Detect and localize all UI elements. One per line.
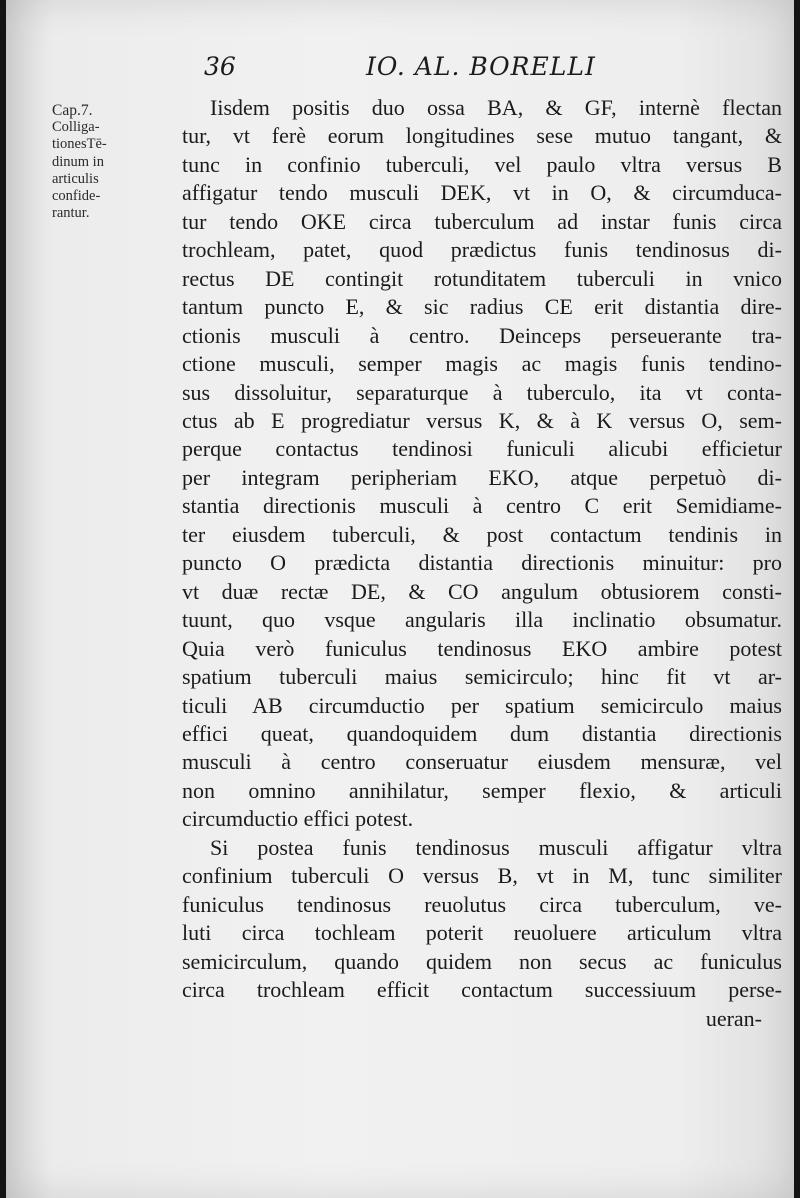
- text-line: ctione musculi, semper magis ac magis funis tendino-: [182, 351, 782, 377]
- text-line: trochleam, patet, quod prædictus funis tendinosus di-: [182, 237, 782, 263]
- text-line: tur, vt ferè eorum longitudines sese mutuo tangant, &: [182, 123, 782, 149]
- text-line: ter eiusdem tuberculi, & post contactum tendinis in: [182, 521, 782, 547]
- text-line: rectus DE contingit rotunditatem tuberculi in vnico: [182, 265, 782, 291]
- margin-note-line: dinum in: [52, 153, 104, 170]
- text-line: tuunt, quo vsque angularis illa inclinatio obsumatur.: [182, 607, 782, 633]
- text-line: ctionis musculi à centro. Deinceps perseuerante tra-: [182, 322, 782, 348]
- text-line: luti circa tochleam poterit reuoluere articulum vltra: [182, 920, 782, 946]
- catchword: ueran-: [705, 1005, 762, 1031]
- text-line: tantum puncto E, & sic radius CE erit distantia dire-: [182, 294, 782, 320]
- text-line: tunc in confinio tuberculi, vel paulo vltra versus B: [182, 151, 782, 177]
- text-line: semicirculum, quando quidem non secus ac funiculus: [182, 948, 782, 974]
- text-line: affigatur tendo musculi DEK, vt in O, & circumduca-: [182, 180, 782, 206]
- text-line: perque contactus tendinosi funiculi alicubi efficietur: [182, 436, 782, 462]
- book-page: [6, 0, 794, 1198]
- text-line: puncto O prædicta distantia directionis minuitur: pro: [182, 550, 782, 576]
- text-line: Si postea funis tendinosus musculi affigatur vltra: [210, 834, 782, 860]
- text-line: effici queat, quandoquidem dum distantia directionis: [182, 720, 782, 746]
- text-line: spatium tuberculi maius semicirculo; hinc fit vt ar-: [182, 664, 782, 690]
- body-text: [182, 94, 782, 1033]
- margin-note: [52, 102, 162, 222]
- text-line: non omnino annihilatur, semper flexio, & articuli: [182, 777, 782, 803]
- margin-note-line: confide-: [52, 188, 101, 205]
- text-line: per integram peripheriam EKO, atque perpetuò di-: [182, 464, 782, 490]
- text-line: circa trochleam efficit contactum successiuum perse-: [182, 977, 782, 1003]
- text-line: ctus ab E progrediatur versus K, & à K versus O, sem-: [182, 407, 782, 433]
- text-line: vt duæ rectæ DE, & CO angulum obtusiorem consti-: [182, 578, 782, 604]
- page-number: 36: [204, 52, 236, 81]
- running-head: IO. AL. BORELLI: [366, 52, 596, 81]
- margin-note-line: Colliga-: [52, 119, 100, 136]
- text-line: ticuli AB circumductio per spatium semicirculo maius: [182, 692, 782, 718]
- text-line: funiculus tendinosus reuolutus circa tuberculum, ve-: [182, 891, 782, 917]
- text-line: confinium tuberculi O versus B, vt in M, tunc similiter: [182, 863, 782, 889]
- text-line: stantia directionis musculi à centro C erit Semidiame-: [182, 493, 782, 519]
- margin-note-line: articulis: [52, 170, 99, 187]
- text-line: circumductio effici potest.: [182, 806, 414, 832]
- text-line: Iisdem positis duo ossa BA, & GF, internè flectan: [210, 95, 782, 120]
- margin-note-line: Cap.7.: [52, 102, 93, 119]
- text-line: tur tendo OKE circa tuberculum ad instar funis circa: [182, 208, 782, 234]
- margin-note-line: rantur.: [52, 205, 90, 222]
- text-line: sus dissoluitur, separaturque à tuberculo, ita vt conta-: [182, 379, 782, 405]
- page-header: [6, 52, 794, 92]
- margin-note-line: tionesTē-: [52, 136, 107, 153]
- text-line: Quia verò funiculus tendinosus EKO ambire potest: [182, 635, 782, 661]
- text-line: musculi à centro conseruatur eiusdem mensuræ, vel: [182, 749, 782, 775]
